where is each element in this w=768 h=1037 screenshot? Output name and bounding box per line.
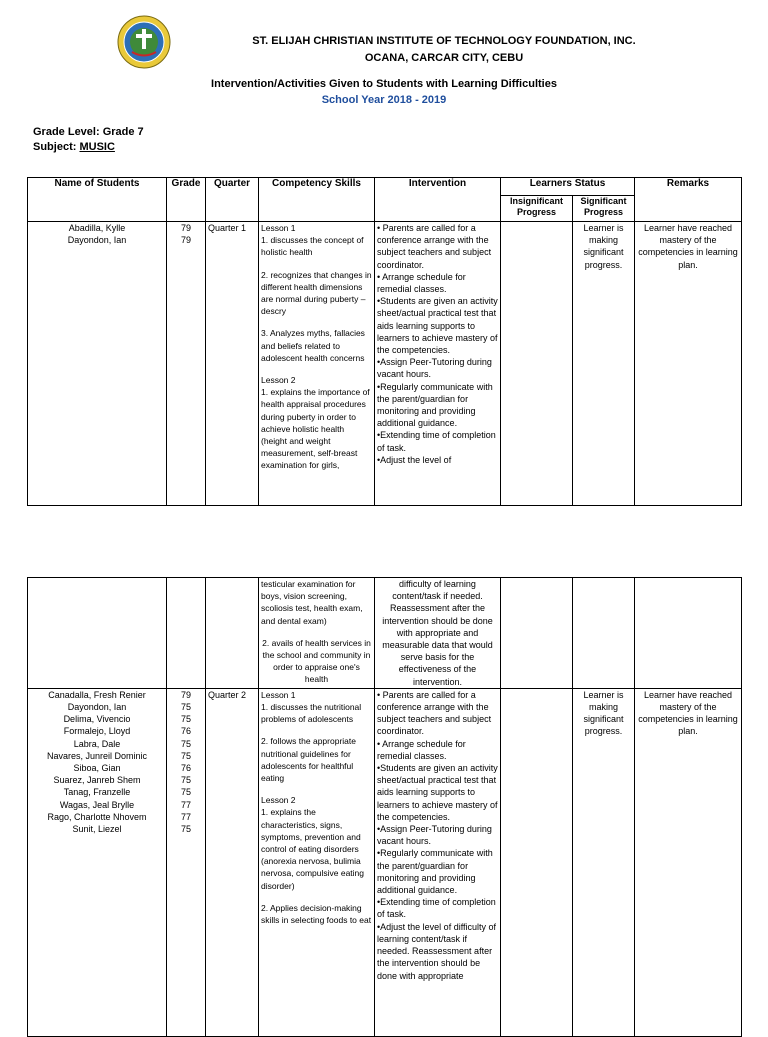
intervention-item: •Assign Peer-Tutoring during vacant hours.: [377, 824, 492, 847]
intervention-item: •Students are given an activity sheet/actual practical test that aids learning supports to learners to achieve mastery of the competencies.: [377, 763, 498, 822]
institution-name: ST. ELIJAH CHRISTIAN INSTITUTE OF TECHNOLOGY FOUNDATION, INC.: [252, 35, 636, 47]
col-header-competency: Competency Skills: [259, 178, 375, 222]
grade-level-value: Grade 7: [102, 126, 144, 138]
intervention-item: • Parents are called for a conference arrange with the subject teachers and subject coordinator.: [377, 223, 492, 270]
intervention-item: •Regularly communicate with the parent/guardian for monitoring and providing additional guidance.: [377, 381, 493, 429]
quarter-cell: [206, 578, 259, 689]
grade-value: 76: [180, 726, 191, 737]
col-header-name: Name of Students: [28, 178, 167, 222]
col-header-intervention: Intervention: [375, 178, 501, 222]
student-name: Tanag, Franzelle: [63, 787, 131, 798]
competency-item: 2. follows the appropriate nutritional guidelines for adolescents for healthful eating: [261, 736, 356, 784]
competency-item: 3. Analyzes myths, fallacies and beliefs related to adolescent health concerns: [261, 328, 365, 363]
competency-cell: [259, 222, 375, 506]
intervention-item: •Adjust the level of: [377, 454, 452, 465]
school-year: School Year 2018 - 2019: [321, 94, 447, 106]
document-title: Intervention/Activities Given to Students with Learning Difficulties: [211, 78, 557, 90]
competency-item: 1. discusses the concept of holistic health: [261, 235, 364, 258]
student-name: Suarez, Janreb Shem: [53, 775, 141, 786]
competency-lesson: Lesson 2: [261, 375, 296, 386]
remarks-cell: [635, 578, 742, 689]
intervention-item: •Extending time of completion of task.: [377, 897, 496, 920]
competency-lesson: Lesson 1: [261, 223, 296, 233]
col-header-grade: Grade: [167, 178, 206, 222]
table-row: [28, 222, 742, 506]
student-name: Siboa, Gian: [73, 763, 121, 774]
grade-value: 79: [180, 223, 191, 233]
competency-lesson: Lesson 1: [261, 689, 296, 700]
col-header-insignificant: Insignificant Progress: [501, 196, 573, 222]
student-name: Rago, Charlotte Nhovem: [47, 811, 147, 822]
student-name: Canadalla, Fresh Renier: [48, 689, 146, 700]
grades-cell: [167, 222, 206, 506]
insignificant-cell: [501, 688, 573, 1036]
competency-cell: [259, 688, 375, 1036]
intervention-item: •Assign Peer-Tutoring during vacant hours.: [377, 357, 492, 380]
subject-label: Subject:: [33, 141, 77, 153]
grades-cell: [167, 688, 206, 1036]
student-name: Wagas, Jeal Brylle: [59, 799, 135, 810]
competency-item: 2. Applies decision-making skills in selecting foods to eat: [261, 902, 372, 926]
table-row: [28, 688, 742, 1036]
grade-value: 75: [180, 714, 191, 725]
quarter-cell: Quarter 1: [206, 222, 259, 506]
grade-level-label: Grade Level:: [33, 126, 100, 138]
intervention-item: •Extending time of completion of task.: [377, 430, 496, 453]
grade-value: 75: [180, 775, 191, 786]
intervention-table-page2: [27, 577, 742, 1037]
competency-item: 2. recognizes that changes in different health dimensions are normal during puberty – descry: [261, 269, 372, 317]
competency-item: testicular examination for boys, vision screening, scoliosis test, health exam, and dental exam): [261, 579, 363, 626]
intervention-item: • Arrange schedule for remedial classes.: [377, 271, 466, 295]
intervention-cell: difficulty of learning content/task if needed. Reassessment after the intervention should be done with appropriate and measurable data that would serve basis for the effectiveness of the intervention.: [375, 578, 501, 689]
intervention-item: •Adjust the level of difficulty of learning content/task if needed. Reassessment after the intervention should be done with appropriate: [377, 921, 497, 981]
student-names-cell: [28, 578, 167, 689]
student-name: Dayondon, Ian: [67, 235, 127, 246]
intervention-cell: [375, 688, 501, 1036]
competency-item: 2. avails of health services in the school and community in order to appraise one's health: [262, 637, 371, 685]
col-header-remarks: Remarks: [635, 178, 742, 222]
significant-cell: Learner is making significant progress.: [573, 688, 635, 1036]
grade-value: 75: [180, 702, 191, 713]
grade-value: 75: [180, 738, 191, 749]
intervention-cell: [375, 222, 501, 506]
significant-cell: Learner is making significant progress.: [573, 222, 635, 506]
student-name: Labra, Dale: [73, 738, 121, 749]
subject: [33, 141, 115, 153]
grade-value: 75: [180, 787, 191, 798]
grade-value: 76: [180, 763, 191, 774]
grade-value: 75: [180, 824, 191, 835]
competency-item: 1. explains the characteristics, signs, symptoms, prevention and control of eating disorders (anorexia nervosa, bulimia nervosa, compulsive eating disorder): [261, 807, 365, 891]
student-name: Delima, Vivencio: [63, 714, 131, 725]
intervention-item: •Students are given an activity sheet/actual practical test that aids learning supports to learners to achieve mastery of the competencies.: [377, 296, 498, 356]
institution-location: OCANA, CARCAR CITY, CEBU: [364, 52, 524, 64]
subject-value: MUSIC: [79, 141, 115, 153]
grade-value: 77: [180, 799, 191, 810]
col-header-significant: Significant Progress: [573, 196, 635, 222]
intervention-item: • Arrange schedule for remedial classes.: [377, 738, 466, 761]
competency-cell: [259, 578, 375, 689]
competency-lesson: Lesson 2: [261, 795, 296, 806]
intervention-item: •Regularly communicate with the parent/guardian for monitoring and providing additional guidance.: [377, 848, 493, 896]
competency-item: 1. explains the importance of health appraisal procedures during puberty in order to achieve holistic health (height and weight measurement, self-breast examination for girls,: [261, 387, 370, 471]
insignificant-cell: [501, 578, 573, 689]
intervention-table-page1: [27, 177, 742, 506]
competency-item: 1. discusses the nutritional problems of adolescents: [261, 702, 362, 725]
grade-value: 79: [180, 689, 191, 700]
intervention-item: • Parents are called for a conference arrange with the subject teachers and subject coordinator.: [377, 689, 492, 737]
student-names-cell: [28, 222, 167, 506]
insignificant-cell: [501, 222, 573, 506]
grade-level: [33, 126, 144, 138]
student-name: Sunit, Liezel: [72, 824, 122, 835]
col-header-status: Learners Status: [501, 178, 635, 196]
student-name: Abadilla, Kylle: [68, 223, 126, 233]
grades-cell: [167, 578, 206, 689]
remarks-cell: Learner have reached mastery of the competencies in learning plan.: [635, 222, 742, 506]
remarks-cell: Learner have reached mastery of the competencies in learning plan.: [635, 688, 742, 1036]
student-name: Dayondon, Ian: [67, 702, 127, 713]
student-name: Formalejo, Lloyd: [63, 726, 131, 737]
quarter-cell: Quarter 2: [206, 688, 259, 1036]
student-name: Navares, Junreil Dominic: [46, 750, 148, 761]
table-row: [28, 578, 742, 689]
student-names-cell: [28, 688, 167, 1036]
significant-cell: [573, 578, 635, 689]
grade-value: 75: [180, 750, 191, 761]
col-header-quarter: Quarter: [206, 178, 259, 222]
grade-value: 77: [180, 811, 191, 822]
grade-value: 79: [180, 235, 191, 246]
